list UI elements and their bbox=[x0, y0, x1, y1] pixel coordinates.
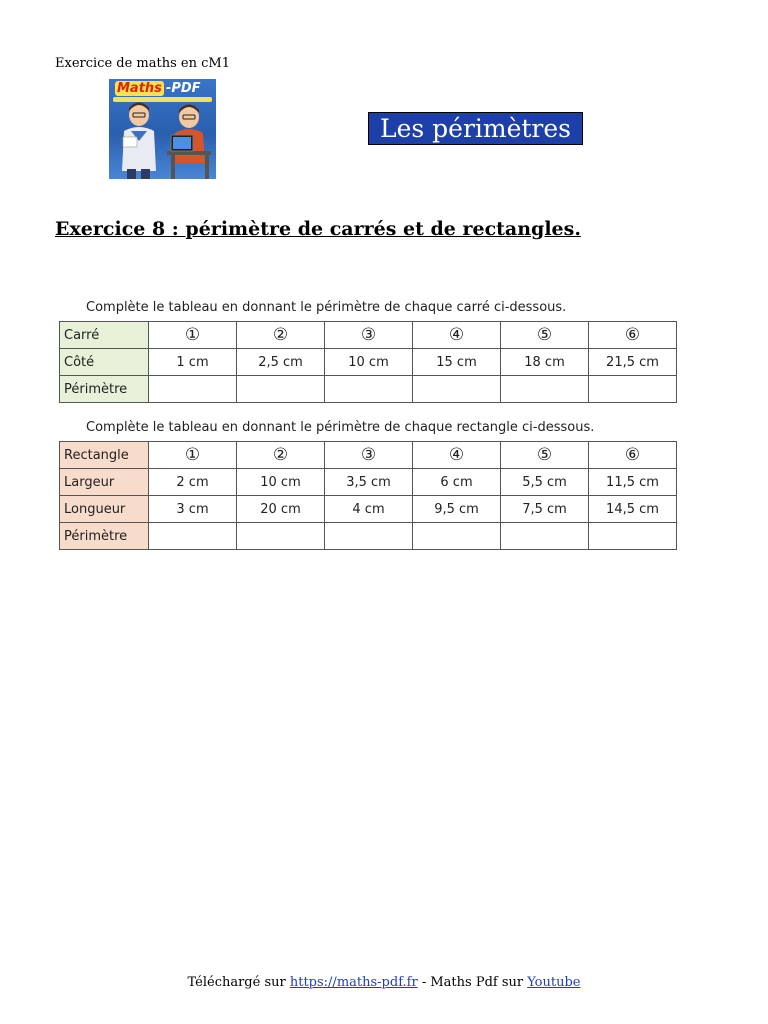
table-cell: ⑤ bbox=[501, 322, 589, 349]
youtube-link[interactable]: Youtube bbox=[527, 975, 581, 990]
table-cell: 2 cm bbox=[149, 469, 237, 496]
table-cell: 18 cm bbox=[501, 349, 589, 376]
table-cell: ⑥ bbox=[589, 442, 677, 469]
answer-cell bbox=[589, 376, 677, 403]
maths-pdf-logo bbox=[109, 79, 216, 179]
table-row bbox=[60, 322, 677, 349]
rectangles-table bbox=[59, 441, 677, 550]
table-cell: ⑤ bbox=[501, 442, 589, 469]
table-cell: ② bbox=[237, 442, 325, 469]
table-cell: 11,5 cm bbox=[589, 469, 677, 496]
table-cell: 6 cm bbox=[413, 469, 501, 496]
table-row bbox=[60, 523, 677, 550]
answer-cell bbox=[589, 523, 677, 550]
table-cell: ⑥ bbox=[589, 322, 677, 349]
table-cell: 10 cm bbox=[237, 469, 325, 496]
table-row bbox=[60, 349, 677, 376]
rectangles-instruction: Complète le tableau en donnant le périmètre de chaque rectangle ci-dessous. bbox=[86, 420, 595, 435]
answer-cell bbox=[325, 523, 413, 550]
squares-table bbox=[59, 321, 677, 403]
table-cell: 21,5 cm bbox=[589, 349, 677, 376]
answer-cell bbox=[149, 523, 237, 550]
row-header: Périmètre bbox=[60, 523, 149, 550]
row-header: Rectangle bbox=[60, 442, 149, 469]
table-cell: 7,5 cm bbox=[501, 496, 589, 523]
table-cell: 9,5 cm bbox=[413, 496, 501, 523]
table-cell: ④ bbox=[413, 322, 501, 349]
table-cell: ② bbox=[237, 322, 325, 349]
table-cell: 10 cm bbox=[325, 349, 413, 376]
row-header: Côté bbox=[60, 349, 149, 376]
footer-prefix: Téléchargé sur bbox=[187, 975, 290, 990]
answer-cell bbox=[237, 523, 325, 550]
table-cell: 3,5 cm bbox=[325, 469, 413, 496]
logo-text: Maths -PDF bbox=[117, 81, 201, 96]
table-cell: ④ bbox=[413, 442, 501, 469]
row-header: Largeur bbox=[60, 469, 149, 496]
answer-cell bbox=[149, 376, 237, 403]
answer-cell bbox=[325, 376, 413, 403]
table-cell: 3 cm bbox=[149, 496, 237, 523]
exercise-title: Exercice 8 : périmètre de carrés et de rectangles. bbox=[55, 218, 581, 240]
table-cell: 5,5 cm bbox=[501, 469, 589, 496]
answer-cell bbox=[501, 376, 589, 403]
table-row bbox=[60, 469, 677, 496]
header-subtitle: Exercice de maths en cM1 bbox=[55, 56, 230, 71]
row-header: Longueur bbox=[60, 496, 149, 523]
row-header: Carré bbox=[60, 322, 149, 349]
footer bbox=[0, 975, 768, 990]
table-cell: 14,5 cm bbox=[589, 496, 677, 523]
answer-cell bbox=[237, 376, 325, 403]
logo-illustration bbox=[109, 101, 216, 179]
table-cell: 15 cm bbox=[413, 349, 501, 376]
row-header: Périmètre bbox=[60, 376, 149, 403]
table-cell: 20 cm bbox=[237, 496, 325, 523]
table-cell: 4 cm bbox=[325, 496, 413, 523]
squares-instruction: Complète le tableau en donnant le périmètre de chaque carré ci-dessous. bbox=[86, 300, 567, 315]
table-cell: 1 cm bbox=[149, 349, 237, 376]
table-cell: ③ bbox=[325, 322, 413, 349]
table-cell: ① bbox=[149, 322, 237, 349]
table-row bbox=[60, 496, 677, 523]
table-cell: 2,5 cm bbox=[237, 349, 325, 376]
table-cell: ① bbox=[149, 442, 237, 469]
table-row bbox=[60, 376, 677, 403]
answer-cell bbox=[413, 523, 501, 550]
answer-cell bbox=[413, 376, 501, 403]
answer-cell bbox=[501, 523, 589, 550]
table-row bbox=[60, 442, 677, 469]
table-cell: ③ bbox=[325, 442, 413, 469]
footer-middle: - Maths Pdf sur bbox=[417, 975, 528, 990]
page-title: Les périmètres bbox=[368, 112, 583, 145]
maths-pdf-link[interactable]: https://maths-pdf.fr bbox=[289, 975, 418, 990]
